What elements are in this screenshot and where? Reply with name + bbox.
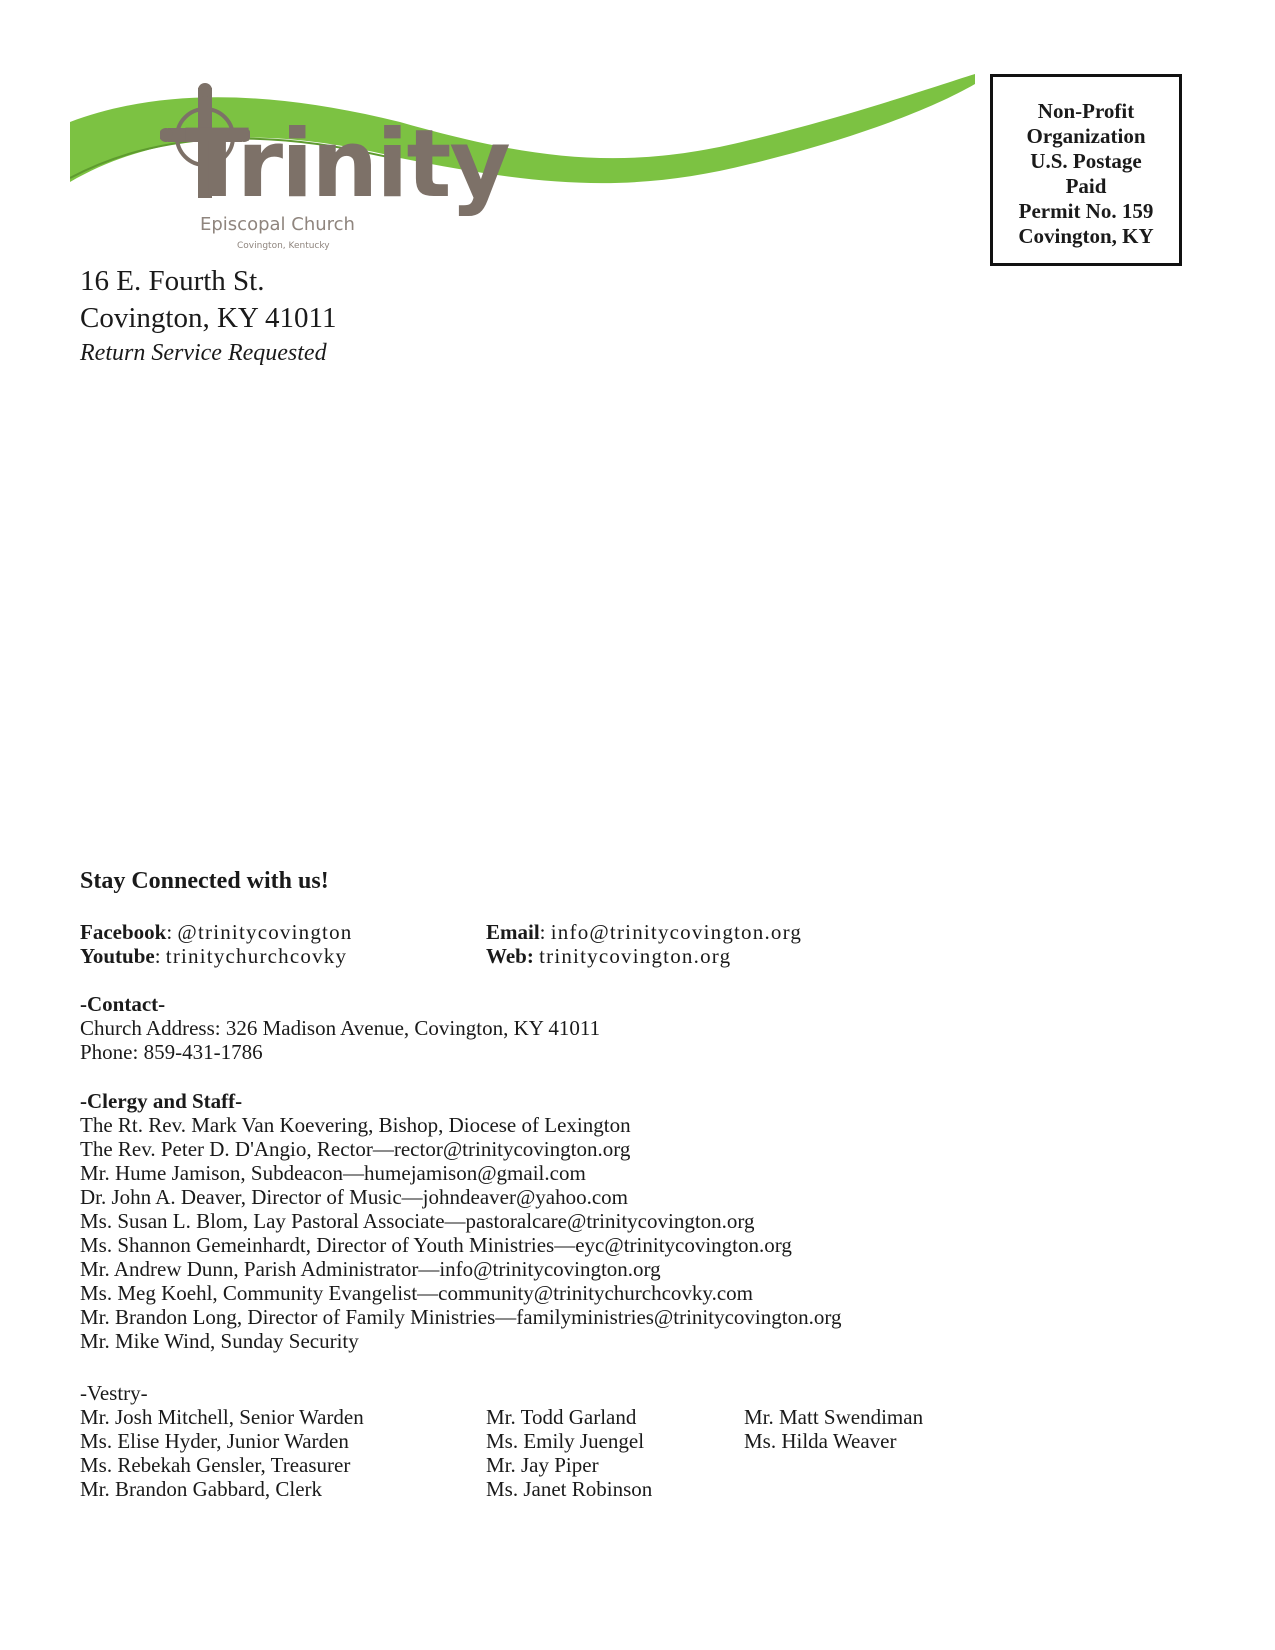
youtube-label: Youtube — [80, 944, 155, 968]
list-item: The Rt. Rev. Mark Van Koevering, Bishop, Diocese of Lexington — [80, 1113, 631, 1137]
list-item: Mr. Brandon Gabbard, Clerk — [80, 1477, 323, 1501]
vestry-column-2 — [486, 1405, 652, 1501]
postage-indicia — [990, 74, 1182, 266]
email-label: Email — [486, 920, 540, 944]
list-item: Ms. Elise Hyder, Junior Warden — [80, 1429, 349, 1453]
list-item: Mr. Todd Garland — [486, 1405, 637, 1429]
list-item: Ms. Rebekah Gensler, Treasurer — [80, 1453, 351, 1477]
postage-line: Covington, KY — [1018, 224, 1154, 248]
vestry-heading: -Vestry- — [80, 1381, 148, 1405]
postage-line: Organization — [1026, 124, 1146, 148]
logo-subtitle: Episcopal Church — [200, 214, 355, 235]
list-item: Ms. Hilda Weaver — [744, 1429, 897, 1453]
postage-line: Non-Profit — [1037, 99, 1135, 123]
list-item: The Rev. Peter D. D'Angio, Rector—rector@trinitycovington.org — [80, 1137, 631, 1161]
logo-location: Covington, Kentucky — [237, 241, 330, 251]
clergy-heading: -Clergy and Staff- — [80, 1089, 243, 1113]
web-address: trinitycovington.org — [539, 944, 732, 968]
return-service-note: Return Service Requested — [80, 340, 327, 366]
list-item: Ms. Emily Juengel — [486, 1429, 645, 1453]
church-address: Church Address: 326 Madison Avenue, Covington, KY 41011 — [80, 1016, 601, 1040]
return-street: 16 E. Fourth St. — [80, 265, 265, 297]
list-item: Ms. Susan L. Blom, Lay Pastoral Associate—pastoralcare@trinitycovington.org — [80, 1209, 755, 1233]
logo-wordmark: Trinity — [185, 110, 509, 219]
facebook-label: Facebook — [80, 920, 167, 944]
postage-line: U.S. Postage — [1030, 149, 1142, 173]
postage-line: Permit No. 159 — [1018, 199, 1154, 223]
stay-connected-heading: Stay Connected with us! — [80, 868, 329, 894]
church-phone: Phone: 859-431-1786 — [80, 1040, 263, 1064]
return-city: Covington, KY 41011 — [80, 302, 337, 334]
contact-section — [80, 992, 600, 1064]
social-right-column: Email: info@trinitycovington.org Web: trinitycovington.org — [486, 920, 803, 968]
vestry-column-1 — [80, 1405, 364, 1501]
list-item: Ms. Shannon Gemeinhardt, Director of Youth Ministries—eyc@trinitycovington.org — [80, 1233, 792, 1257]
contact-heading: -Contact- — [80, 992, 166, 1016]
list-item: Ms. Janet Robinson — [486, 1477, 653, 1501]
list-item: Ms. Meg Koehl, Community Evangelist—community@trinitychurchcovky.com — [80, 1281, 753, 1305]
list-item: Mr. Josh Mitchell, Senior Warden — [80, 1405, 364, 1429]
facebook-handle: @trinitycovington — [177, 920, 353, 944]
postage-line: Paid — [1065, 174, 1107, 198]
list-item: Mr. Matt Swendiman — [744, 1405, 924, 1429]
list-item: Mr. Jay Piper — [486, 1453, 599, 1477]
email-address: info@trinitycovington.org — [550, 920, 803, 944]
list-item: Mr. Mike Wind, Sunday Security — [80, 1329, 359, 1353]
list-item: Mr. Andrew Dunn, Parish Administrator—info@trinitycovington.org — [80, 1257, 661, 1281]
web-label: Web: — [486, 944, 534, 968]
vestry-column-3 — [744, 1405, 923, 1453]
list-item: Mr. Hume Jamison, Subdeacon—humejamison@gmail.com — [80, 1161, 586, 1185]
youtube-handle: trinitychurchcovky — [165, 944, 348, 968]
list-item: Mr. Brandon Long, Director of Family Ministries—familyministries@trinitycovington.org — [80, 1305, 842, 1329]
clergy-section — [80, 1089, 841, 1353]
social-left-column: Facebook: @trinitycovington Youtube: trinitychurchcovky — [80, 920, 353, 968]
list-item: Dr. John A. Deaver, Director of Music—johndeaver@yahoo.com — [80, 1185, 629, 1209]
